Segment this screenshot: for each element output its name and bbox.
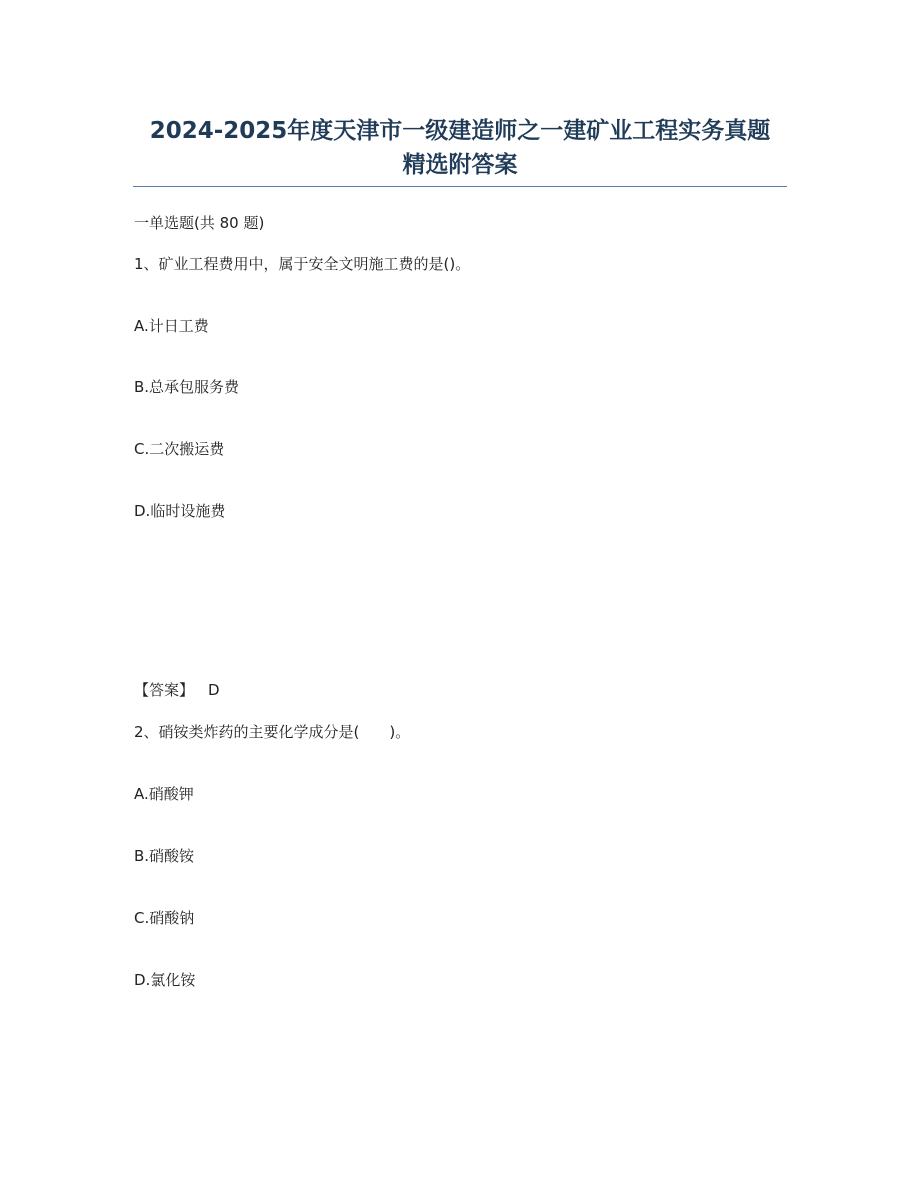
question-1-option-d: D.临时设施费 bbox=[134, 502, 226, 520]
answer-value: D bbox=[208, 681, 220, 699]
answer-label: 【答案】 bbox=[134, 681, 195, 699]
question-1-option-a: A.计日工费 bbox=[134, 317, 209, 335]
question-2-stem: 2、硝铵类炸药的主要化学成分是( )。 bbox=[134, 723, 411, 741]
document-title bbox=[133, 114, 787, 182]
question-1-option-b: B.总承包服务费 bbox=[134, 378, 240, 396]
document-title-line-2: 精选附答案 bbox=[402, 152, 518, 178]
question-2-option-b: B.硝酸铵 bbox=[134, 847, 195, 865]
question-2-option-d: D.氯化铵 bbox=[134, 971, 196, 989]
title-divider bbox=[133, 186, 787, 187]
document-title-line-1: 2024-2025年度天津市一级建造师之一建矿业工程实务真题 bbox=[149, 118, 771, 144]
question-1-option-c: C.二次搬运费 bbox=[134, 440, 225, 458]
question-2-option-c: C.硝酸钠 bbox=[134, 909, 195, 927]
question-1-answer bbox=[134, 680, 220, 700]
question-2-option-a: A.硝酸钾 bbox=[134, 785, 194, 803]
section-heading: 一单选题(共 80 题) bbox=[134, 214, 265, 232]
question-1-stem: 1、矿业工程费用中，属于安全文明施工费的是()。 bbox=[134, 255, 471, 273]
